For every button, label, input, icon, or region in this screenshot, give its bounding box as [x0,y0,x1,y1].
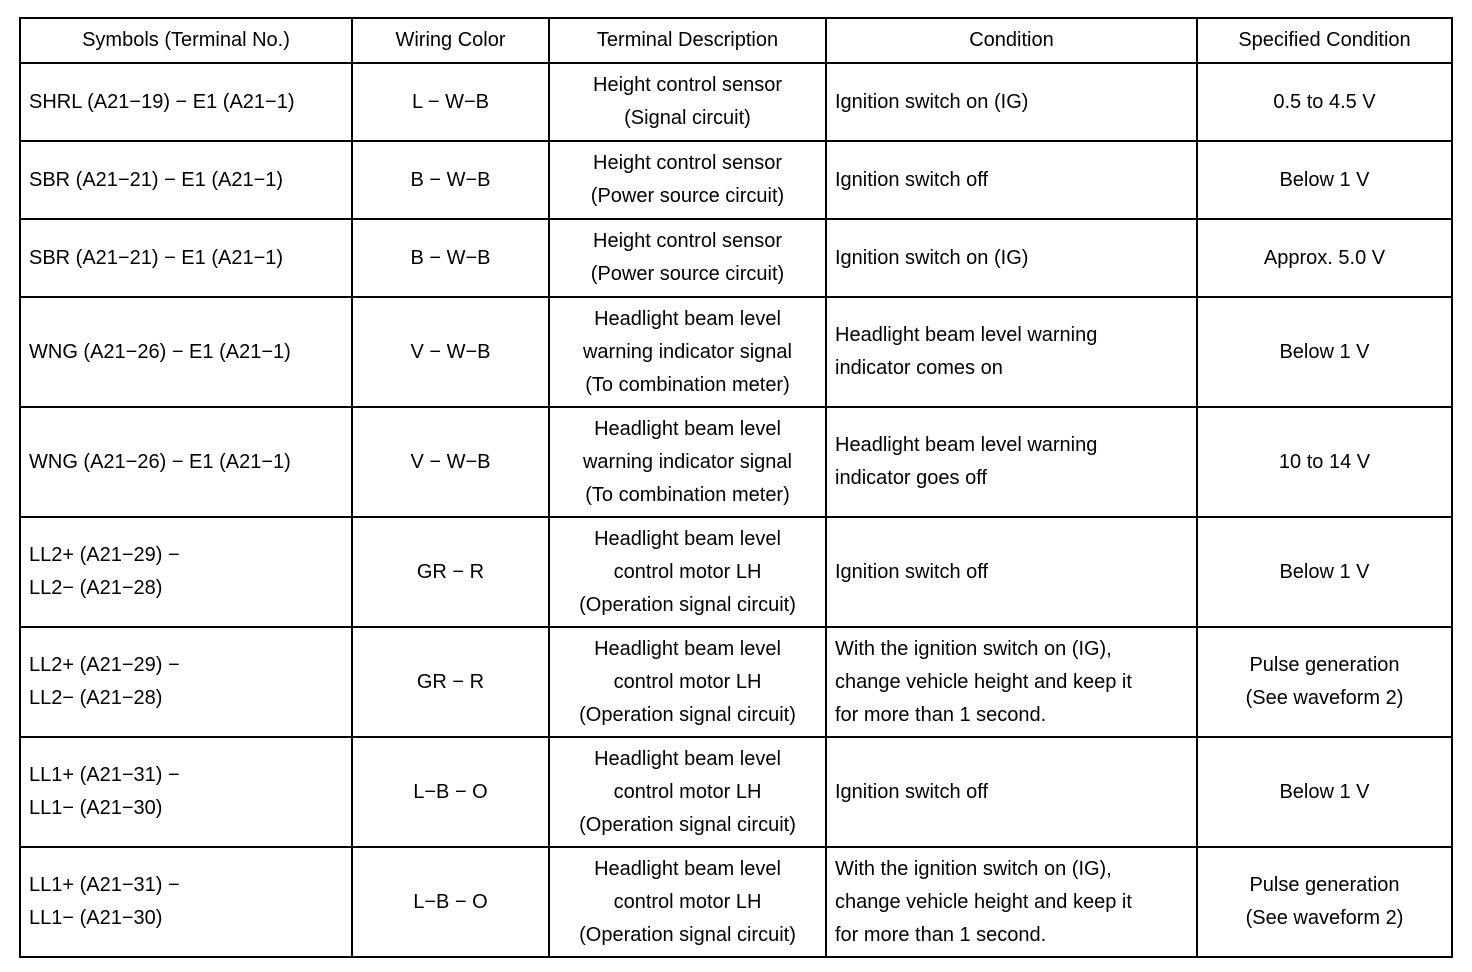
header-symbols: Symbols (Terminal No.) [20,18,352,63]
cell-wiring-color: L−B − O [352,847,549,957]
cell-specified-condition: Below 1 V [1197,297,1452,407]
cell-wiring-color: GR − R [352,627,549,737]
cell-wiring-color: V − W−B [352,407,549,517]
table-header [20,18,1452,63]
symbol-line: WNG (A21−26) − E1 (A21−1) [29,450,291,473]
cell-symbol [20,517,352,627]
cell-wiring-color: B − W−B [352,141,549,219]
cell-condition: Ignition switch off [826,141,1197,219]
cell-condition: Ignition switch off [826,517,1197,627]
symbol-line: SBR (A21−21) − E1 (A21−1) [29,168,284,191]
table-body [20,63,1452,957]
cell-condition: Ignition switch on (IG) [826,219,1197,297]
symbol-line: LL1− (A21−30) [29,907,163,929]
symbol-line: SHRL (A21−19) − E1 (A21−1) [29,90,295,113]
cell-symbol [20,737,352,847]
cell-condition: Headlight beam level warning indicator comes on [826,297,1197,407]
cell-symbol [20,847,352,957]
header-terminal-description: Terminal Description [549,18,826,63]
symbol-line: LL1+ (A21−31) − [29,874,180,896]
table-row [20,297,1452,407]
cell-specified-condition: Pulse generation (See waveform 2) [1197,847,1452,957]
cell-wiring-color: V − W−B [352,297,549,407]
table-row [20,627,1452,737]
cell-specified-condition: Below 1 V [1197,737,1452,847]
symbol-line: LL2+ (A21−29) − [29,544,180,566]
symbol-line: LL2+ (A21−29) − [29,654,180,676]
cell-terminal-description: Height control sensor (Power source circuit) [549,219,826,297]
cell-wiring-color: L − W−B [352,63,549,141]
table-row [20,219,1452,297]
cell-symbol [20,297,352,407]
cell-specified-condition: Below 1 V [1197,141,1452,219]
cell-specified-condition: Below 1 V [1197,517,1452,627]
symbol-line: LL1+ (A21−31) − [29,764,180,786]
cell-wiring-color: GR − R [352,517,549,627]
cell-condition: Ignition switch off [826,737,1197,847]
cell-terminal-description: Height control sensor (Power source circuit) [549,141,826,219]
cell-condition: Ignition switch on (IG) [826,63,1197,141]
header-specified-condition: Specified Condition [1197,18,1452,63]
symbol-line: LL1− (A21−30) [29,797,163,819]
cell-terminal-description: Headlight beam level control motor LH (Operation signal circuit) [549,627,826,737]
cell-specified-condition: Approx. 5.0 V [1197,219,1452,297]
cell-wiring-color: B − W−B [352,219,549,297]
cell-symbol [20,141,352,219]
symbol-line: SBR (A21−21) − E1 (A21−1) [29,246,284,269]
cell-symbol [20,627,352,737]
cell-terminal-description: Headlight beam level control motor LH (Operation signal circuit) [549,737,826,847]
table-row [20,141,1452,219]
cell-terminal-description: Headlight beam level warning indicator signal (To combination meter) [549,407,826,517]
table-row [20,517,1452,627]
cell-condition: With the ignition switch on (IG), change vehicle height and keep it for more than 1 second. [826,627,1197,737]
cell-specified-condition: 0.5 to 4.5 V [1197,63,1452,141]
cell-condition: With the ignition switch on (IG), change vehicle height and keep it for more than 1 second. [826,847,1197,957]
cell-symbol [20,63,352,141]
table-row [20,407,1452,517]
table-row [20,63,1452,141]
cell-wiring-color: L−B − O [352,737,549,847]
table-row [20,847,1452,957]
cell-condition: Headlight beam level warning indicator goes off [826,407,1197,517]
symbol-line: WNG (A21−26) − E1 (A21−1) [29,340,291,363]
header-row [20,18,1452,63]
terminal-spec-table [19,17,1453,958]
cell-specified-condition: Pulse generation (See waveform 2) [1197,627,1452,737]
cell-terminal-description: Height control sensor (Signal circuit) [549,63,826,141]
header-condition: Condition [826,18,1197,63]
table-row [20,737,1452,847]
symbol-line: LL2− (A21−28) [29,577,163,599]
symbol-line: LL2− (A21−28) [29,687,163,709]
cell-terminal-description: Headlight beam level control motor LH (Operation signal circuit) [549,847,826,957]
header-wiring-color: Wiring Color [352,18,549,63]
cell-symbol [20,219,352,297]
cell-symbol [20,407,352,517]
cell-terminal-description: Headlight beam level control motor LH (Operation signal circuit) [549,517,826,627]
cell-specified-condition: 10 to 14 V [1197,407,1452,517]
cell-terminal-description: Headlight beam level warning indicator signal (To combination meter) [549,297,826,407]
